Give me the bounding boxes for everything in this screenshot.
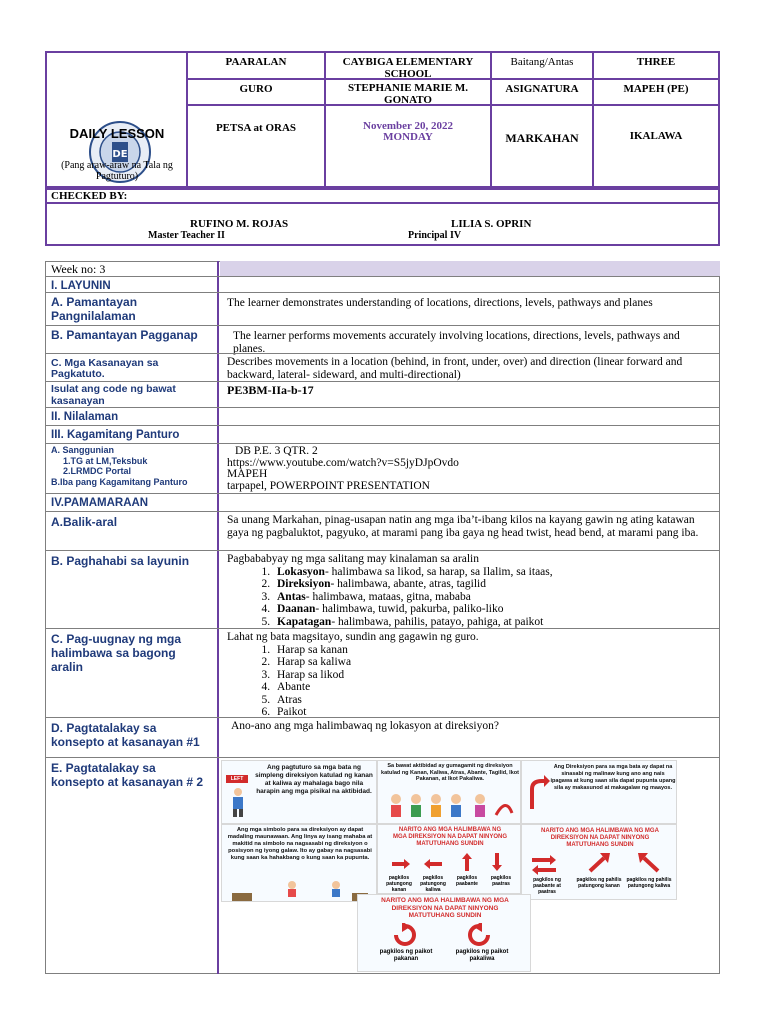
paghahabi-value bbox=[225, 551, 716, 628]
row-code bbox=[45, 381, 720, 407]
paghahabi-list bbox=[227, 566, 714, 629]
pagtatalakay-1-value: Ano-ano ang mga halimbawaq ng lokasyon at direksiyon? bbox=[231, 720, 499, 732]
sanggunian-label bbox=[45, 444, 219, 493]
pamantayan-pangnilalaman-label bbox=[45, 293, 219, 325]
header-divider bbox=[186, 53, 188, 186]
week-shade bbox=[220, 261, 720, 276]
term-desc: - halimbawa, abante, atras, tagilid bbox=[330, 578, 486, 590]
resource-mapeh: MAPEH bbox=[227, 468, 268, 480]
nilalaman-heading: II. Nilalaman bbox=[45, 408, 219, 425]
arrow-diagonal-right-icon bbox=[588, 853, 610, 876]
kasanayan-label: C. Mga Kasanayan sa Pagkatuto. bbox=[45, 354, 219, 381]
pagtatalakay-1-label: D. Pagtatalakay sa konsepto at kasanayan #1 bbox=[45, 718, 219, 757]
baitang-value: THREE bbox=[636, 56, 676, 68]
term: Antas bbox=[277, 590, 306, 603]
slide-text: Ang pagtuturo sa mga bata ng simpleng direksiyon katulad ng kanan at kaliwa ay mahalaga bago nila harapin ang mga pisikal na aktibidad. bbox=[255, 764, 373, 795]
term: Direksiyon bbox=[277, 578, 331, 590]
guro-value: STEPHANIE MARIE M. GONATO bbox=[347, 82, 469, 106]
checked-by-box bbox=[45, 188, 720, 246]
checked-by-divider bbox=[47, 202, 718, 204]
code-value: PE3BM-IIa-b-17 bbox=[227, 383, 314, 397]
asignatura-label: ASIGNATURA bbox=[505, 83, 579, 95]
week-number: Week no: 3 bbox=[45, 261, 219, 276]
code-label: Isulat ang code ng bawat kasanayan bbox=[45, 382, 219, 407]
checker2-name: LILIA S. OPRIN bbox=[451, 218, 532, 230]
guro-label: GURO bbox=[239, 83, 273, 95]
pag-uugnay-intro: Lahat ng bata magsitayo, sundin ang gagawin ng guro. bbox=[227, 631, 479, 643]
balik-aral-label: A.Balik-aral bbox=[45, 512, 219, 550]
slide-examples-1 bbox=[377, 824, 521, 894]
arrow-forward-back-icon bbox=[532, 855, 558, 878]
arrow-up-icon bbox=[462, 853, 472, 874]
checker1-name: RUFINO M. ROJAS bbox=[190, 218, 289, 230]
slide-activity-directions bbox=[377, 760, 521, 824]
row-pamantayan-pagganap bbox=[45, 325, 720, 353]
pamamaraan-heading: IV.PAMAMARAAN bbox=[45, 494, 219, 511]
row-pagtatalakay-1 bbox=[45, 717, 720, 757]
list-item bbox=[273, 566, 714, 579]
slide-direction-symbols bbox=[221, 824, 377, 902]
sanggunian-a: A. Sanggunian bbox=[51, 445, 114, 455]
petsa-date: November 20, 2022 bbox=[363, 120, 453, 132]
list-item: 1. Harap sa kanan bbox=[273, 644, 714, 657]
slide-examples-3 bbox=[357, 894, 531, 972]
row-nilalaman bbox=[45, 407, 720, 425]
list-item bbox=[273, 603, 714, 616]
sanggunian-b: B.Iba pang Kagamitang Panturo bbox=[51, 476, 188, 487]
list-item: 2. Harap sa kaliwa bbox=[273, 656, 714, 669]
label: pagkilos paabante bbox=[456, 875, 478, 887]
row-paghahabi bbox=[45, 550, 720, 628]
resource-tarpapel: tarpapel, POWERPOINT PRESENTATION bbox=[227, 479, 430, 492]
paaralan-label: PAARALAN bbox=[225, 56, 287, 68]
children-group-icon bbox=[384, 791, 514, 823]
row-pag-uugnay bbox=[45, 628, 720, 717]
slide-directions-intro bbox=[221, 760, 377, 824]
label: pagkilos ng paabante at paatras bbox=[533, 877, 561, 895]
week-row bbox=[45, 261, 720, 276]
row-sanggunian bbox=[45, 443, 720, 493]
markahan-label: MARKAHAN bbox=[505, 131, 579, 145]
petsa-label: PETSA at ORAS bbox=[215, 122, 297, 134]
daily-lesson-subtitle: (Pang araw-araw na Tala ng Pagtuturo) bbox=[61, 160, 173, 182]
asignatura-value: MAPEH (PE) bbox=[623, 83, 689, 95]
list-item bbox=[273, 616, 714, 629]
row-kagamitan bbox=[45, 425, 720, 443]
resources-value bbox=[225, 444, 716, 493]
baitang-label: Baitang/Antas bbox=[510, 56, 574, 68]
arrow-right-icon bbox=[392, 859, 410, 872]
term: Lokasyon bbox=[277, 565, 325, 578]
header-divider bbox=[490, 53, 492, 186]
label: pagkilos ng pahilis patungong kaliwa bbox=[626, 877, 672, 889]
arrow-left-icon bbox=[424, 859, 442, 872]
label: pagkilos patungong kaliwa bbox=[420, 875, 446, 893]
kasanayan-value: Describes movements in a location (behind, in front, under, over) and direction (linear forward and backward, lateral- sideward, and multi-directional) bbox=[227, 356, 683, 381]
list-item: 4. Abante bbox=[273, 681, 714, 694]
slide-text: Ang Direksiyon para sa mga bata ay dapat na sinasabi ng malinaw kung ano ang nais ipagawa at kung saan sila dapat pupunta upang sila ay makasunod at makagalaw ng maayos. bbox=[550, 764, 676, 791]
pamantayan-pagganap-value: The learner performs movements accurately involving locations, directions, levels, pathways and planes. bbox=[233, 330, 680, 355]
pag-uugnay-value bbox=[225, 629, 716, 717]
term: Kapatagan bbox=[277, 615, 332, 628]
header-divider bbox=[592, 53, 594, 186]
term: Daanan bbox=[277, 603, 316, 615]
label: pagkilos ng pahilis patungong kanan bbox=[576, 877, 622, 889]
slide-examples-2 bbox=[521, 824, 677, 900]
markahan-value: IKALAWA bbox=[629, 130, 683, 142]
slide-clear-directions bbox=[521, 760, 677, 824]
resource-link[interactable]: https://www.youtube.com/watch?v=S5jyDJpOvdo bbox=[227, 456, 459, 469]
term-desc: - halimbawa sa likod, sa harap, sa Ilalim, sa itaas, bbox=[324, 565, 553, 578]
pag-uugnay-label: C. Pag-uugnay ng mga halimbawa sa bagong aralin bbox=[45, 629, 219, 717]
arrow-diagonal-left-icon bbox=[638, 853, 660, 876]
pamantayan-pangnilalaman-value: The learner demonstrates understanding of locations, directions, levels, pathways and planes bbox=[227, 297, 653, 309]
kagamitan-heading: III. Kagamitang Panturo bbox=[45, 426, 219, 443]
row-balik-aral bbox=[45, 511, 720, 550]
child-figure-icon bbox=[230, 787, 246, 817]
paghahabi-label: B. Paghahabi sa layunin bbox=[45, 551, 219, 628]
red-turn-arrow-icon bbox=[526, 775, 550, 811]
row-pamamaraan bbox=[45, 493, 720, 511]
checker2-title: Principal IV bbox=[408, 230, 462, 241]
list-item: 6. Paikot bbox=[273, 706, 714, 719]
arrow-down-icon bbox=[492, 853, 502, 874]
paghahabi-intro: Pagbababyay ng mga salitang may kinalaman sa aralin bbox=[227, 553, 479, 565]
rotate-clockwise-icon bbox=[392, 923, 418, 950]
sanggunian-1: 1.TG at LM,Teksbuk bbox=[63, 455, 148, 466]
daily-lesson-title: DAILY LESSON bbox=[69, 126, 165, 141]
slide-text: Sa bawat aktibidad ay gumagamit ng direksiyon katulad ng Kanan, Kaliwa, Atras, Abante, Tagilid, Ikot Pakanan, at Ikot Pakaliwa. bbox=[381, 763, 519, 782]
balik-aral-value: Sa unang Markahan, pinag-usapan natin ang mga iba’t-ibang kilos na kayang gawin ng ating katawan gaya ng pagbaluktot, pagyuko, at marami pang iba gaya ng head twist, head bend, at marami pang iba. bbox=[227, 514, 699, 539]
layunin-row bbox=[45, 276, 720, 292]
layunin-heading: I. LAYUNIN bbox=[45, 277, 219, 292]
slide-title: NARITO ANG MGA HALIMBAWA NG MGA DIREKSIYON NA DAPAT NINYONG MATUTUHANG SUNDIN bbox=[541, 828, 659, 848]
checked-by-label: CHECKED BY: bbox=[51, 190, 128, 202]
checker1-title: Master Teacher II bbox=[148, 230, 225, 241]
pamantayan-pagganap-label: B. Pamantayan Pagganap bbox=[45, 326, 219, 353]
pag-uugnay-list bbox=[227, 644, 714, 719]
label: pagkilos ng paikot pakanan bbox=[379, 949, 433, 962]
term-desc: - halimbawa, pahilis, patayo, pahiga, at paikot bbox=[331, 615, 544, 628]
label: pagkilos ng paikot pakaliwa bbox=[455, 949, 509, 962]
petsa-day: MONDAY bbox=[383, 131, 433, 143]
pagtatalakay-2-label: E. Pagtatalakay sa konsepto at kasanayan # 2 bbox=[45, 758, 219, 974]
resource-db: DB P.E. 3 QTR. 2 bbox=[235, 445, 318, 457]
term-desc: - halimbawa, mataas, gitna, mababa bbox=[305, 590, 471, 603]
slide-text: Ang mga simbolo para sa direksiyon ay dapat madaling maunawaan. Ang linya ay isang mahaba at makitid na simbolo na nagsasabi ng direksiyon o posisyon ng iyong galaw. Ito ay gabay na nagsasabi kung saan ka hahakbang o kung saan ka pupunta. bbox=[227, 827, 373, 861]
sanggunian-2: 2.LRMDC Portal bbox=[63, 466, 132, 476]
slide-title: NARITO ANG MGA HALIMBAWA NG MGA DIREKSIYON NA DAPAT NINYONG MATUTUHANG SUNDIN bbox=[392, 827, 507, 847]
label: pagkilos paatras bbox=[490, 875, 512, 887]
row-kasanayan bbox=[45, 353, 720, 381]
row-pamantayan-pangnilalaman bbox=[45, 292, 720, 325]
term-desc: - halimbawa, tuwid, pakurba, paliko-liko bbox=[315, 603, 504, 615]
list-item: 3. Harap sa likod bbox=[273, 669, 714, 682]
list-item: 5. Atras bbox=[273, 694, 714, 707]
label-text: A. Pamantayan Pangnilalaman bbox=[51, 295, 138, 323]
label: pagkilos patungong kanan bbox=[386, 875, 412, 893]
paaralan-value: CAYBIGA ELEMENTARY SCHOOL bbox=[342, 56, 474, 80]
svg-text:DE: DE bbox=[112, 149, 128, 160]
list-item bbox=[273, 591, 714, 604]
running-children-icon bbox=[232, 879, 368, 901]
slide-title: NARITO ANG MGA HALIMBAWA NG MGA DIREKSIYON NA DAPAT NINYONG MATUTUHANG SUNDIN bbox=[381, 897, 509, 919]
rotate-counterclockwise-icon bbox=[466, 923, 492, 950]
list-item bbox=[273, 578, 714, 591]
left-sign-icon: LEFT bbox=[226, 775, 248, 783]
